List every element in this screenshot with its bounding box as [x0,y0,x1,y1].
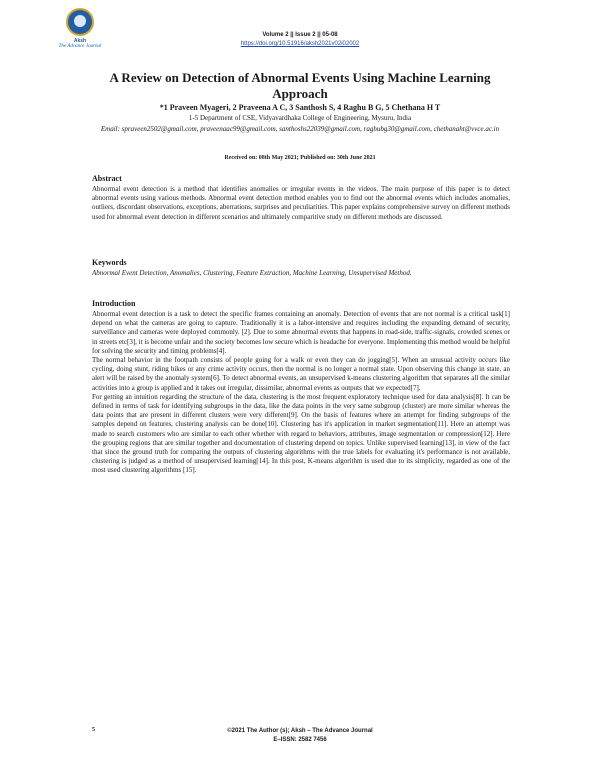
author-list: *1 Praveen Myageri, 2 Praveena A C, 3 Santhosh S, 4 Raghu B G, 5 Chethana H T [159,103,441,112]
intro-paragraph-2: The normal behavior in the footpath consists of people going for a walk or even they can do jogging[5]. When an unusual activity occurs like cycling, doing stunt, riding bikes or any crime activity occurs, then the normal is no longer a normal state. Upon observing this change in state, an alert will be raised by the anomaly system[6]. To detect abnormal events, an unsupervised k-means clustering algorithm that separates all the similar activities into a group is applied and it takes out irregular, dissimilar, abnormal events as outputs that we expected[7]. [92,356,510,392]
abstract-section [92,174,510,222]
volume-issue: Volume 2 || Issue 2 || 05-08 [262,32,338,38]
intro-paragraph-3: For getting an intuition regarding the structure of the data, clustering is the most frequent exploratory technique used for data analysis[8]. It can be defined in terms of task for identifying subgroups in the data, like the data points in the very same subgroup (cluster) are more similar whereas the data points that are present in different clusters were very different[9]. On the basis of features where an attempt for finding subgroups of the samples depend on features, clustering analysis can be done[10]. Clustering has it's application in market segmentation[11]. Here an attempt was made to search customers who are similar to each other whether with regard to behaviors, attributes, image segmentation or compression[12]. Here the grouping regions that are similar together and documentation of clustering depend on topics. Unlike supervised learning[13], in view of the fact that since the ground truth for comparing the outputs of clustering algorithms with the true labels for evaluating it's performance is not available, clustering is judged as a method of unsupervised learning[14]. In this post, K-means algorithm is used due to its simplicity, regarded as one of the most used clustering algorithms [15]. [92,392,510,475]
introduction-section [92,299,510,476]
logo-subtitle: The Advance Journal [58,44,102,49]
affiliation: 1-5 Department of CSE, Vidyavardhaka College of Engineering, Mysuru, India [188,114,412,122]
abstract-text: Abnormal event detection is a method that identifies anomalies or irregular events in the videos. The main purpose of this paper is to detect abnormal events using various methods. Abnormal event detection method enables you to find out the abnormal events which includes anomalies, outliers, discordant observations, exceptions, aberrations, surprises and peculiarities. This paper explains comprehensive survey on different methods used for abnormal event detection in different scenarios and ultimately comparitive study on different methods are discussed. [92,185,510,221]
intro-paragraph-1: Abnormal event detection is a task to detect the specific frames containing an anomaly. Detection of events that are not normal is a critical task[1] depend on what the cameras are going to capture. Traditionally it is a labor-intensive and requires including the expanding demand of security, surveillance and cameras were deployed commonly. [2]. Due to some abnormal events that happens in road-side, traffic-signals, crowded scenes or in streets etc[3], it is become unfair and the society becomes low secure which is headache for everyone. Implementing this method would be helpful for solving the security and timing problems[4]. [92,310,510,355]
author-emails: Email: spraveen2502@gmail.com, praveenaac99@gmail.com, santhoshs22039@gmail.com, raghubg30@gmail.com, chethanaht@vvce.ac.in [100,125,500,133]
journal-logo-icon [66,8,94,36]
abstract-heading: Abstract [92,174,122,183]
issn: E–ISSN: 2582 7456 [273,737,327,743]
copyright: ©2021 The Author (s); Aksh – The Advance Journal [227,728,373,734]
doi-link[interactable]: https://doi.org/10.51916/aksh2021v02i02002 [240,41,360,47]
logo-name: Aksh [73,38,87,44]
introduction-heading: Introduction [92,299,136,308]
received-published: Received on: 08th May 2021; Published on: 30th June 2021 [224,155,376,161]
keywords-text: Abnormal Event Detection, Anomalies, Clustering, Feature Extraction, Machine Learning, Unsupervised Method. [92,269,412,277]
issue-meta [200,31,400,49]
paper-title: A Review on Detection of Abnormal Events Using Machine Learning Approach [109,70,491,101]
keywords-heading: Keywords [92,258,127,267]
journal-logo [52,8,108,54]
keywords-section [92,258,510,278]
page-number: 5 [92,727,95,733]
footer [200,727,400,745]
